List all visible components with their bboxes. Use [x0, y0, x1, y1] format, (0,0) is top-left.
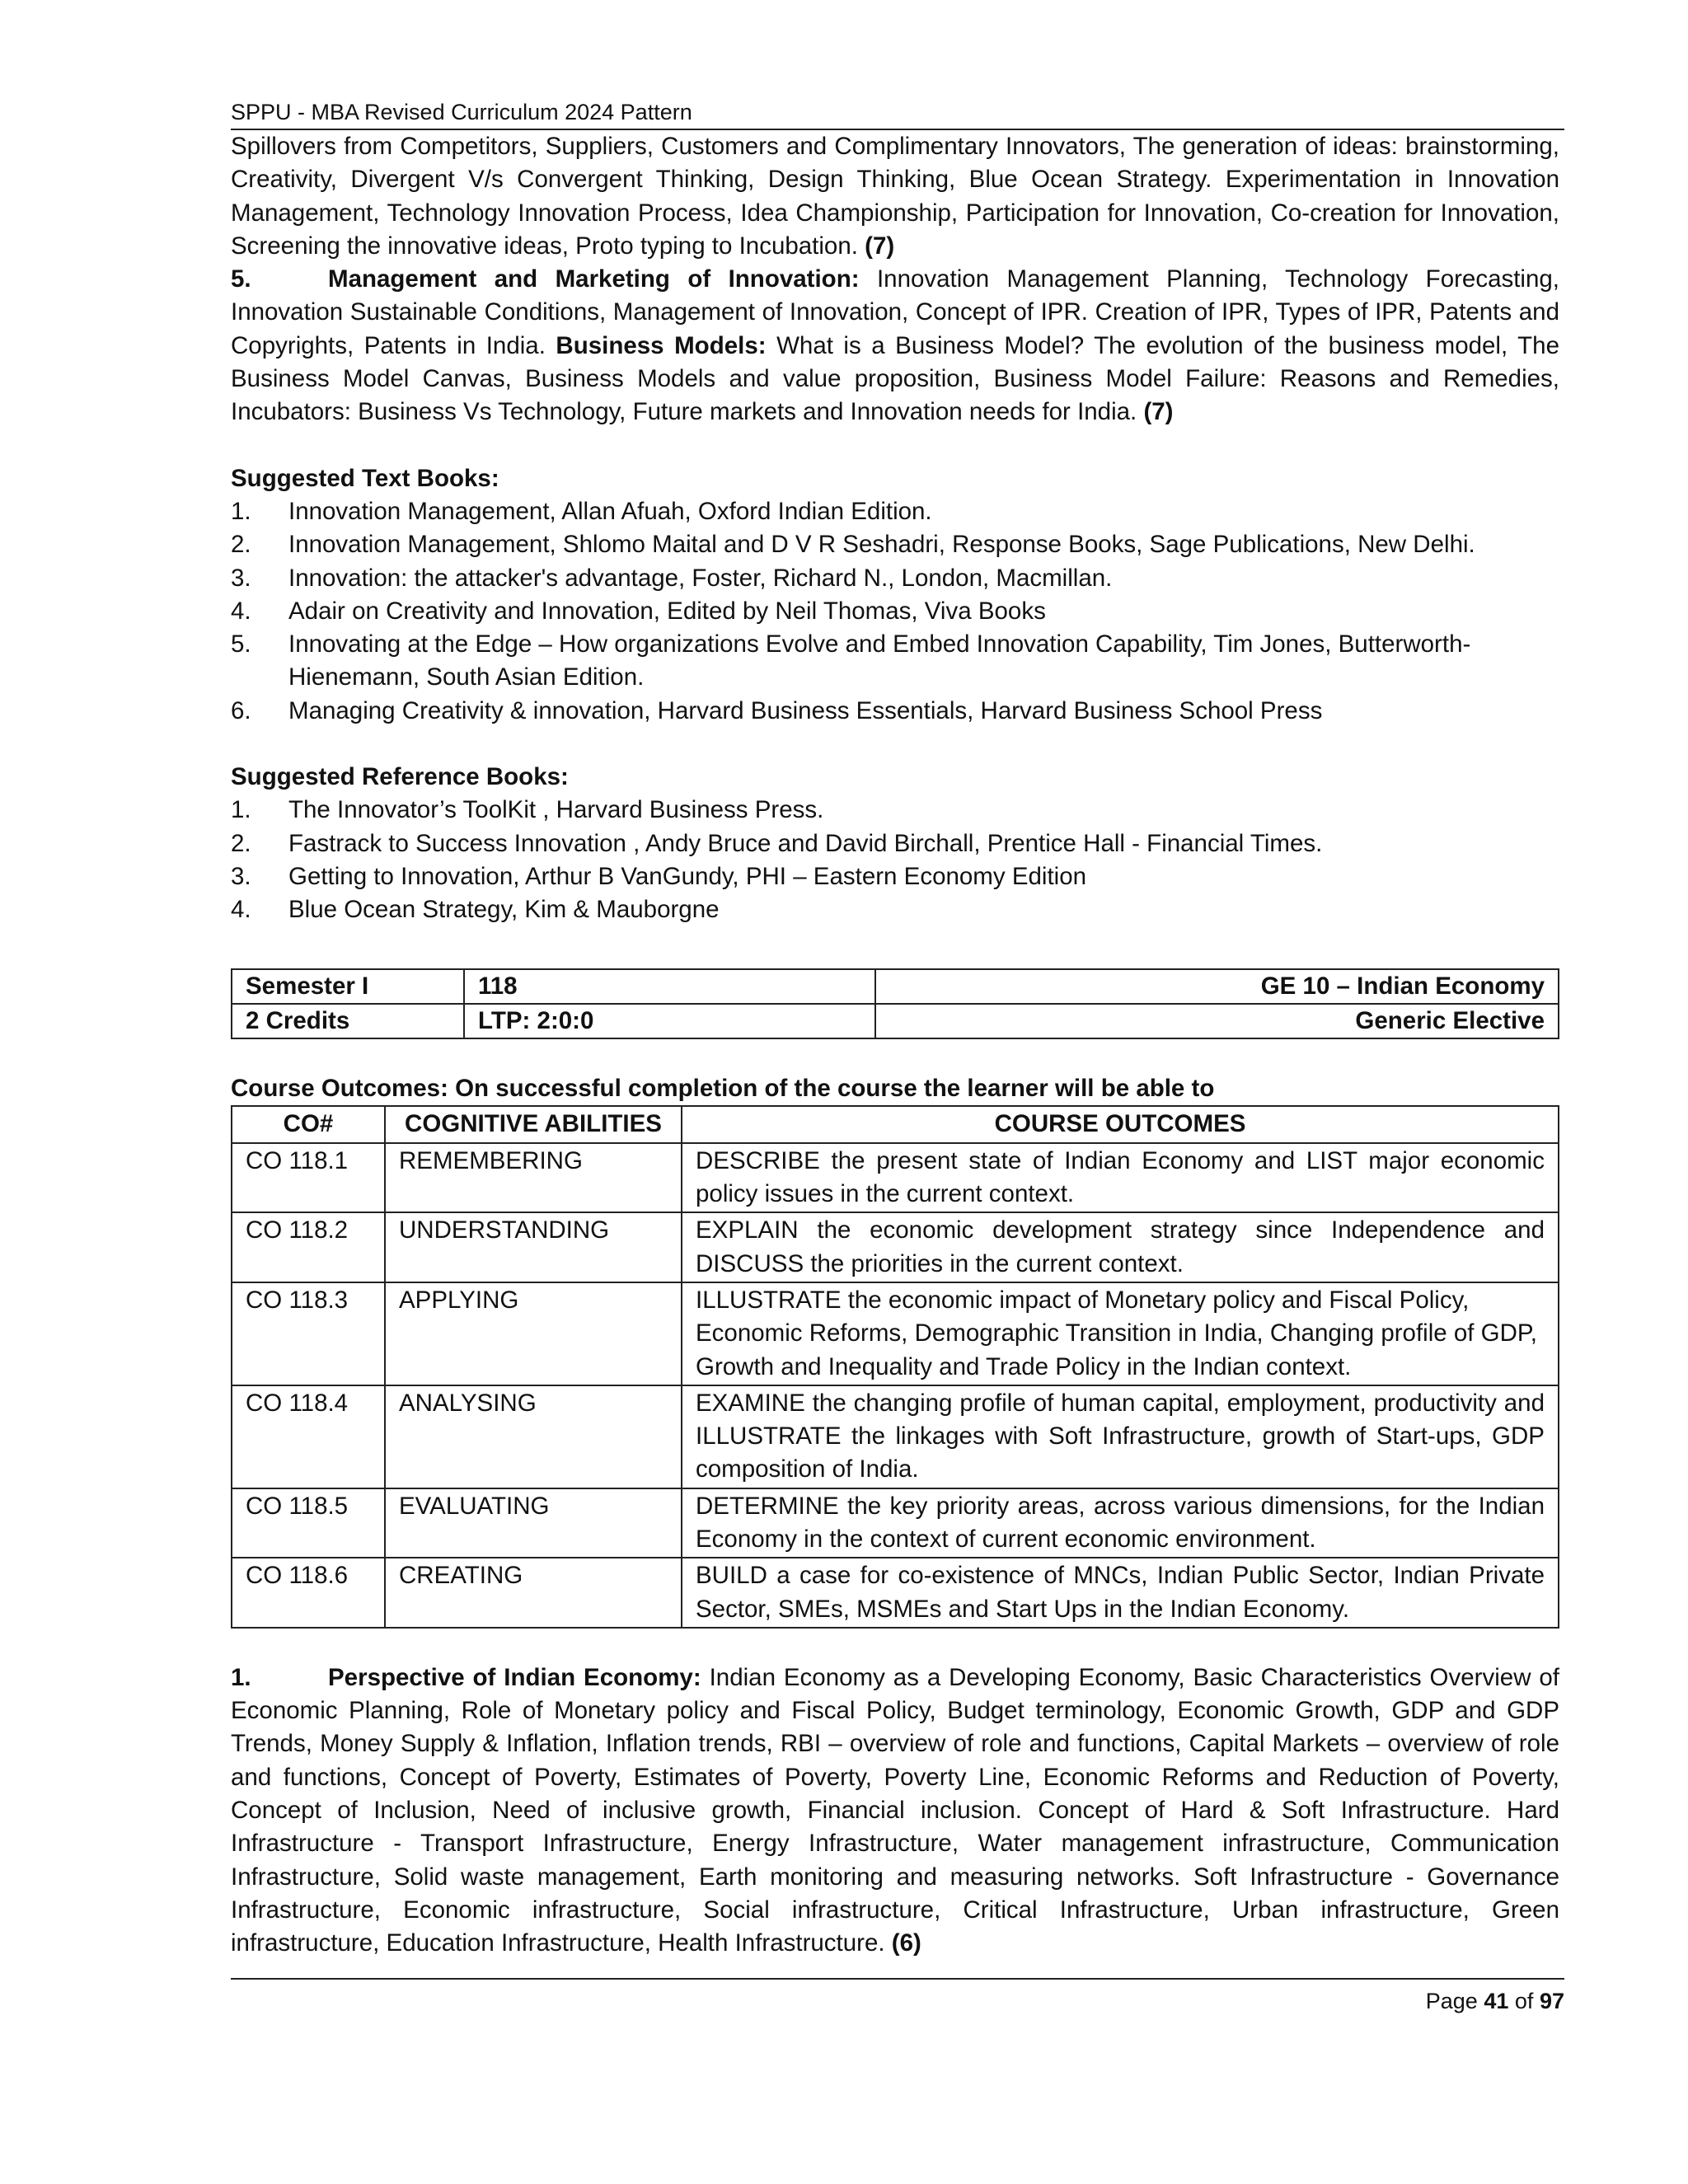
list-item: 2. Innovation Management, Shlomo Maital and D V R Seshadri, Response Books, Sage Publications, New Delhi. — [231, 531, 1475, 559]
list-item: 1. The Innovator’s ToolKit , Harvard Business Press. — [231, 796, 824, 824]
unit1-text: Indian Economy as a Developing Economy, Basic Characteristics Overview of Economic Planning, Role of Monetary policy and Fiscal Policy, Budget terminology, Economic Growth, GDP and GDP Trends, Money Supply & Inflation, Inflation trends, RBI – overview of role and functions, Capital Markets – overview of role and functions, Concept of Poverty, Estimates of Poverty, Poverty Line, Economic Reforms and Reduction of Poverty, Concept of Inclusion, Need of inclusive growth, Financial inclusion. Concept of Hard & Soft Infrastructure. Hard Infrastructure - Transport Infrastructure, Energy Infrastructure, Water management infrastructure, Communication Infrastructure, Solid waste management, Earth monitoring and measuring networks. Soft Infrastructure - Governance Infrastructure, Economic infrastructure, Social infrastructure, Critical Infrastructure, Urban infrastructure, Green infrastructure, Education Infrastructure, Health Infrastructure. — [231, 1663, 1560, 1957]
table-row — [232, 1004, 1559, 1038]
table-row: CO 118.4 ANALYSING EXAMINE the changing profile of human capital, employment, productivity and ILLUSTRATE the linkages with Soft Infrastructure, growth of Start-ups, GDP composition of India. — [232, 1385, 1559, 1488]
column-header: COGNITIVE ABILITIES — [385, 1106, 682, 1142]
unit4-hours: (7) — [865, 232, 895, 260]
list-item: 2. Fastrack to Success Innovation , Andy Bruce and David Birchall, Prentice Hall - Financial Times. — [231, 829, 1323, 857]
business-models-text: What is a Business Model? The evolution of the business model, The Business Model Canvas, Business Models and value proposition, Business Model Failure: Reasons and Remedies, Incubators: Business Vs Technology, Future markets and Innovation needs for India. — [231, 331, 1559, 426]
header-title: SPPU - MBA Revised Curriculum 2024 Pattern — [231, 100, 692, 124]
list-item: 4. Blue Ocean Strategy, Kim & Mauborgne — [231, 896, 720, 924]
unit1-title: Perspective of Indian Economy: — [328, 1663, 701, 1691]
unit5-text: Innovation Management Planning, Technology Forecasting, Innovation Sustainable Conditions, Management of Innovation, Concept of IPR. Creation of IPR, Types of IPR, Patents and Copyrights, Patents in India. — [231, 265, 1559, 359]
text-books-heading: Suggested Text Books: — [231, 464, 499, 492]
unit5-paragraph — [231, 263, 1559, 429]
column-header: COURSE OUTCOMES — [682, 1106, 1559, 1142]
total-pages: 97 — [1539, 1989, 1564, 2013]
table-row: CO 118.1 REMEMBERING DESCRIBE the present state of Indian Economy and LIST major economic policy issues in the current context. — [232, 1143, 1559, 1213]
semester-cell: Semester I — [232, 969, 464, 1004]
table-row: CO 118.5 EVALUATING DETERMINE the key priority areas, across various dimensions, for the Indian Economy in the context of current economic environment. — [232, 1488, 1559, 1558]
reference-books-heading: Suggested Reference Books: — [231, 763, 569, 791]
list-item: 5. Innovating at the Edge – How organizations Evolve and Embed Innovation Capability, Tim Jones, Butterworth-Hienemann, South Asian Edition. — [231, 630, 1471, 691]
unit1-paragraph — [231, 1661, 1559, 1961]
unit4-continuation-text: Spillovers from Competitors, Suppliers, Customers and Complimentary Innovators, The generation of ideas: brainstorming, Creativity, Divergent V/s Convergent Thinking, Design Thinking, Blue Ocean Strategy. Experimentation in Innovation Management, Technology Innovation Process, Idea Championship, Participation for Innovation, Co-creation for Innovation, Screening the innovative ideas, Proto typing to Incubation. — [231, 133, 1559, 260]
unit4-continuation — [231, 130, 1559, 263]
course-outcomes-table — [231, 1105, 1559, 1628]
course-type-cell: Generic Elective — [875, 1004, 1559, 1038]
text-books-list — [231, 495, 1559, 728]
course-info-table — [231, 968, 1559, 1040]
unit5-title: Management and Marketing of Innovation: — [328, 265, 860, 293]
unit1-number: 1. — [231, 1663, 251, 1691]
table-row: CO 118.2 UNDERSTANDING EXPLAIN the economic development strategy since Independence and DISCUSS the priorities in the current context. — [232, 1212, 1559, 1282]
table-header-row — [232, 1106, 1559, 1142]
course-outcomes-title: Course Outcomes: On successful completion of the course the learner will be able to — [231, 1075, 1215, 1103]
unit5-number: 5. — [231, 265, 251, 293]
page-content — [231, 130, 1559, 1961]
page-number: 41 — [1484, 1989, 1509, 2013]
unit5-hours: (7) — [1143, 398, 1174, 426]
column-header: CO# — [232, 1106, 385, 1142]
list-item: 6. Managing Creativity & innovation, Harvard Business Essentials, Harvard Business School Press — [231, 696, 1323, 724]
running-header — [231, 97, 1564, 130]
table-row: CO 118.3 APPLYING ILLUSTRATE the economic impact of Monetary policy and Fiscal Policy, Economic Reforms, Demographic Transition in India, Changing profile of GDP, Growth and Inequality and Trade Policy in the Indian context. — [232, 1282, 1559, 1385]
of-label: of — [1514, 1989, 1534, 2013]
business-models-title: Business Models: — [556, 331, 767, 359]
list-item: 3. Innovation: the attacker's advantage, Foster, Richard N., London, Macmillan. — [231, 564, 1113, 592]
list-item: 4. Adair on Creativity and Innovation, Edited by Neil Thomas, Viva Books — [231, 597, 1046, 625]
unit1-hours: (6) — [891, 1929, 921, 1957]
course-code-cell: 118 — [464, 969, 875, 1004]
page-footer — [231, 1978, 1564, 2016]
ltp-cell: LTP: 2:0:0 — [464, 1004, 875, 1038]
table-row — [232, 969, 1559, 1004]
list-item: 1. Innovation Management, Allan Afuah, Oxford Indian Edition. — [231, 497, 932, 525]
list-item: 3. Getting to Innovation, Arthur B VanGundy, PHI – Eastern Economy Edition — [231, 862, 1087, 890]
reference-books-list — [231, 794, 1559, 926]
page-label: Page — [1425, 1989, 1478, 2013]
credits-cell: 2 Credits — [232, 1004, 464, 1038]
course-name-cell: GE 10 – Indian Economy — [875, 969, 1559, 1004]
table-row: CO 118.6 CREATING BUILD a case for co-existence of MNCs, Indian Public Sector, Indian Private Sector, SMEs, MSMEs and Start Ups in the Indian Economy. — [232, 1558, 1559, 1628]
